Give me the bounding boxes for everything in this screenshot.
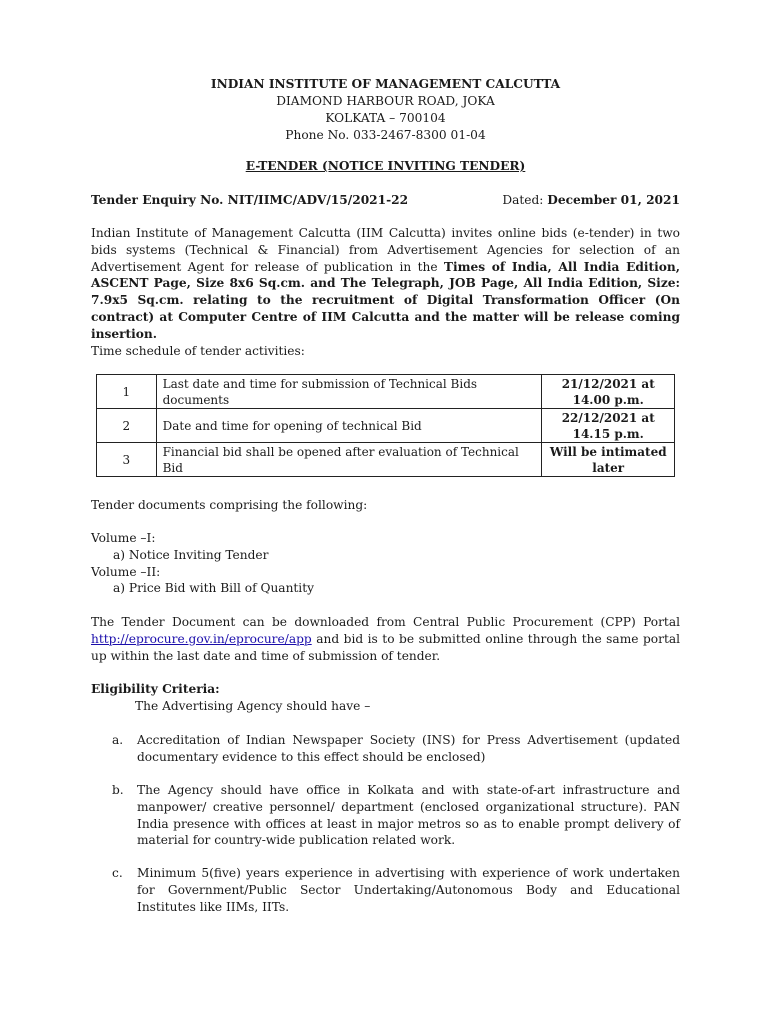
table-row	[97, 375, 675, 409]
row-number: 3	[97, 443, 157, 477]
eligibility-item	[112, 782, 680, 849]
date-cell: Will be intimated later	[542, 443, 675, 477]
phone-number: Phone No. 033-2467-8300 01-04	[285, 128, 486, 142]
document-title: E-TENDER (NOTICE INVITING TENDER)	[245, 159, 526, 173]
tender-date: December 01, 2021	[547, 193, 680, 207]
volume-2-item: a) Price Bid with Bill of Quantity	[113, 581, 314, 596]
eligibility-item	[112, 732, 680, 766]
item-marker: c.	[112, 866, 123, 880]
tender-enquiry-number: Tender Enquiry No. NIT/IIMC/ADV/15/2021-22	[91, 193, 409, 207]
download-paragraph	[91, 614, 680, 664]
letterhead	[91, 76, 680, 144]
table-row	[97, 409, 675, 443]
row-number: 1	[97, 375, 157, 409]
item-marker: b.	[112, 783, 124, 797]
date-cell: 22/12/2021 at 14.15 p.m.	[542, 409, 675, 443]
row-number: 2	[97, 409, 157, 443]
download-text-continued: and bid is to be submitted online through the same portal up within the last date and time of submission of tender.	[91, 631, 681, 663]
documents-heading: Tender documents comprising the following:	[91, 498, 368, 512]
volume-1-label: Volume –I:	[91, 531, 156, 545]
volume-1-item: a) Notice Inviting Tender	[113, 547, 269, 562]
schedule-table	[96, 374, 675, 477]
eligibility-item	[112, 865, 680, 915]
enquiry-line	[91, 192, 680, 209]
item-text: The Agency should have office in Kolkata and with state-of-art infrastructure and manpower/ creative personnel/ department (enclosed organizational structure). PAN India presence with offices at least in major metros so as to enable prompt delivery of material for country-wide publication related work.	[137, 783, 680, 848]
date-cell: 21/12/2021 at 14.00 p.m.	[542, 375, 675, 409]
eligibility-lead: The Advertising Agency should have –	[135, 699, 371, 713]
date-block	[502, 192, 680, 209]
intro-paragraph	[91, 225, 680, 343]
table-row	[97, 443, 675, 477]
item-marker: a.	[112, 733, 124, 747]
address-road: DIAMOND HARBOUR ROAD, JOKA	[276, 94, 495, 108]
dated-label: Dated:	[502, 193, 544, 207]
activity-cell: Financial bid shall be opened after evaluation of Technical Bid	[156, 443, 542, 477]
address-city: KOLKATA – 700104	[325, 111, 446, 125]
eligibility-heading: Eligibility Criteria:	[91, 682, 220, 696]
document-title-wrap	[91, 158, 680, 175]
volume-2-label: Volume –II:	[91, 564, 161, 579]
schedule-heading: Time schedule of tender activities:	[91, 344, 305, 358]
item-text: Accreditation of Indian Newspaper Society (INS) for Press Advertisement (updated documentary evidence to this effect should be enclosed)	[137, 733, 680, 764]
activity-cell: Last date and time for submission of Technical Bids documents	[156, 375, 542, 409]
activity-cell: Date and time for opening of technical Bid	[156, 409, 542, 443]
intro-text: Indian Institute of Management Calcutta (IIM Calcutta) invites online bids (e-tender) in two bids systems (Technical & Financial) from Advertisement Agencies for selection of an Advertisement Agent for release of publication in the	[91, 226, 680, 274]
institute-name: INDIAN INSTITUTE OF MANAGEMENT CALCUTTA	[210, 77, 561, 91]
download-text: The Tender Document can be downloaded from Central Public Procurement (CPP) Portal	[91, 615, 680, 629]
intro-bold-text: Times of India, All India Edition, ASCENT Page, Size 8x6 Sq.cm. and The Telegraph, JOB Page, All India Edition, Size: 7.9x5 Sq.cm. relating to the recruitment of Digital Transformation Officer (On contract) at Computer Centre of IIM Calcutta and the matter will be release coming insertion.	[91, 259, 681, 341]
item-text: Minimum 5(five) years experience in advertising with experience of work undertaken for Government/Public Sector Undertaking/Autonomous Body and Educational Institutes like IIMs, IITs.	[137, 866, 680, 914]
portal-link[interactable]: http://eprocure.gov.in/eprocure/app	[91, 631, 312, 646]
documents-list	[91, 530, 680, 597]
